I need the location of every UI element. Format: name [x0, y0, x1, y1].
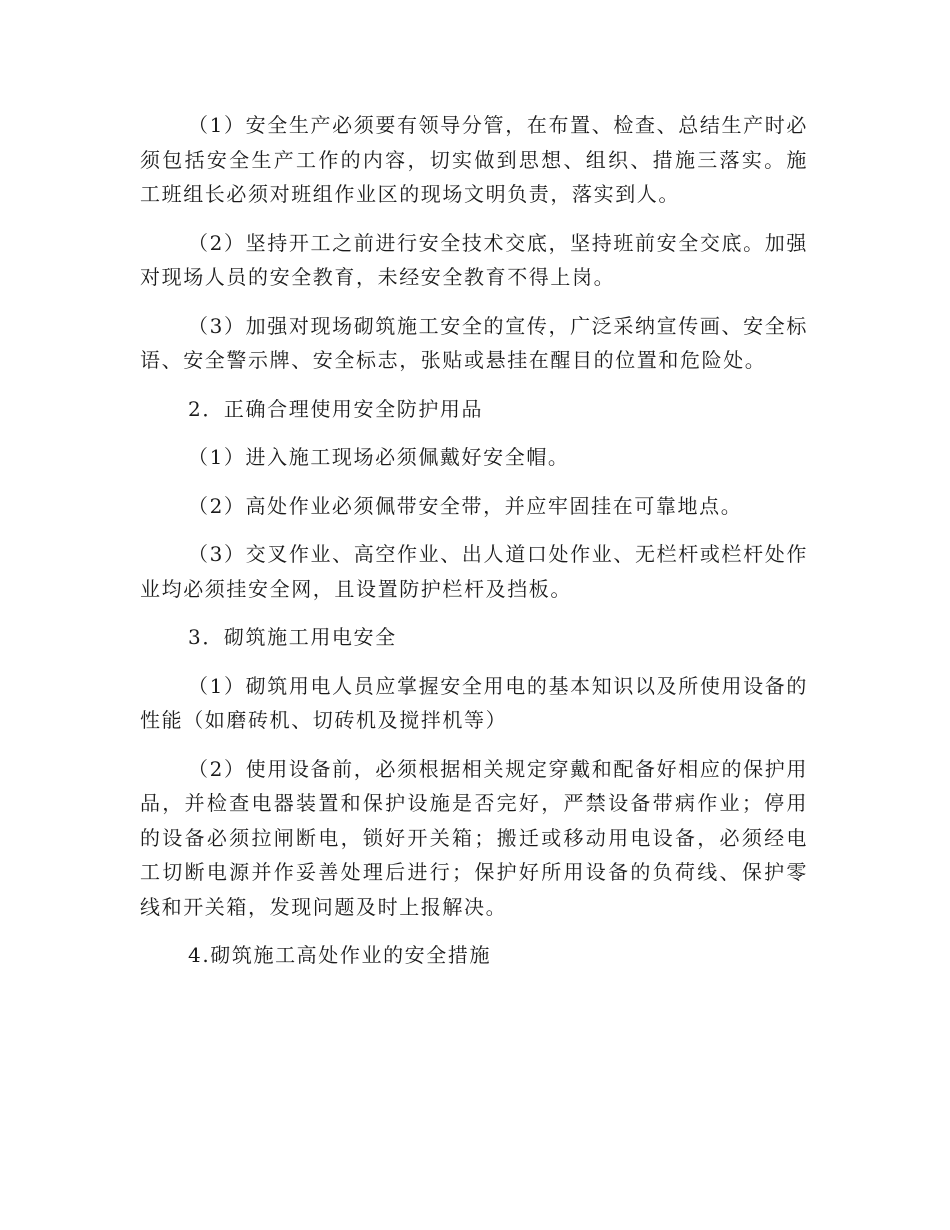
paragraph-equipment-usage: （2）使用设备前，必须根据相关规定穿戴和配备好相应的保护用品，并检查电器装置和保护设施是否完好，严禁设备带病作业；停用的设备必须拉闸断电，锁好开关箱；搬迁或移动用电设备，必须经电工切断电源并作妥善处理后进行；保护好所用设备的负荷线、保护零线和开关箱，发现问题及时上报解决。 [140, 756, 808, 919]
paragraph-electrical-knowledge: （1）砌筑用电人员应掌握安全用电的基本知识以及所使用设备的性能（如磨砖机、切砖机及搅拌机等） [140, 673, 808, 732]
paragraph-safety-publicity: （3）加强对现场砌筑施工安全的宣传，广泛采纳宣传画、安全标语、安全警示牌、安全标志，张贴或悬挂在醒目的位置和危险处。 [140, 313, 808, 372]
paragraph-safety-belt: （2）高处作业必须佩带安全带，并应牢固挂在可靠地点。 [188, 493, 743, 518]
section-heading-protective-equipment: 2．正确合理使用安全防护用品 [188, 396, 484, 421]
paragraph-safety-net: （3）交叉作业、高空作业、出人道口处作业、无栏杆或栏杆处作业均必须挂安全网，且设置防护栏杆及挡板。 [140, 542, 808, 601]
paragraph-safety-briefing: （2）坚持开工之前进行安全技术交底，坚持班前安全交底。加强对现场人员的安全教育，未经安全教育不得上岗。 [140, 230, 808, 289]
section-heading-electrical-safety: 3．砌筑施工用电安全 [188, 625, 397, 649]
paragraph-safety-management: （1）安全生产必须要有领导分管，在布置、检查、总结生产时必须包括安全生产工作的内容，切实做到思想、组织、措施三落实。施工班组长必须对班组作业区的现场文明负责，落实到人。 [140, 113, 808, 206]
section-heading-high-altitude-work: 4.砌筑施工高处作业的安全措施 [188, 943, 492, 967]
document-page [140, 108, 808, 987]
paragraph-safety-helmet: （1）进入施工现场必须佩戴好安全帽。 [188, 445, 570, 469]
